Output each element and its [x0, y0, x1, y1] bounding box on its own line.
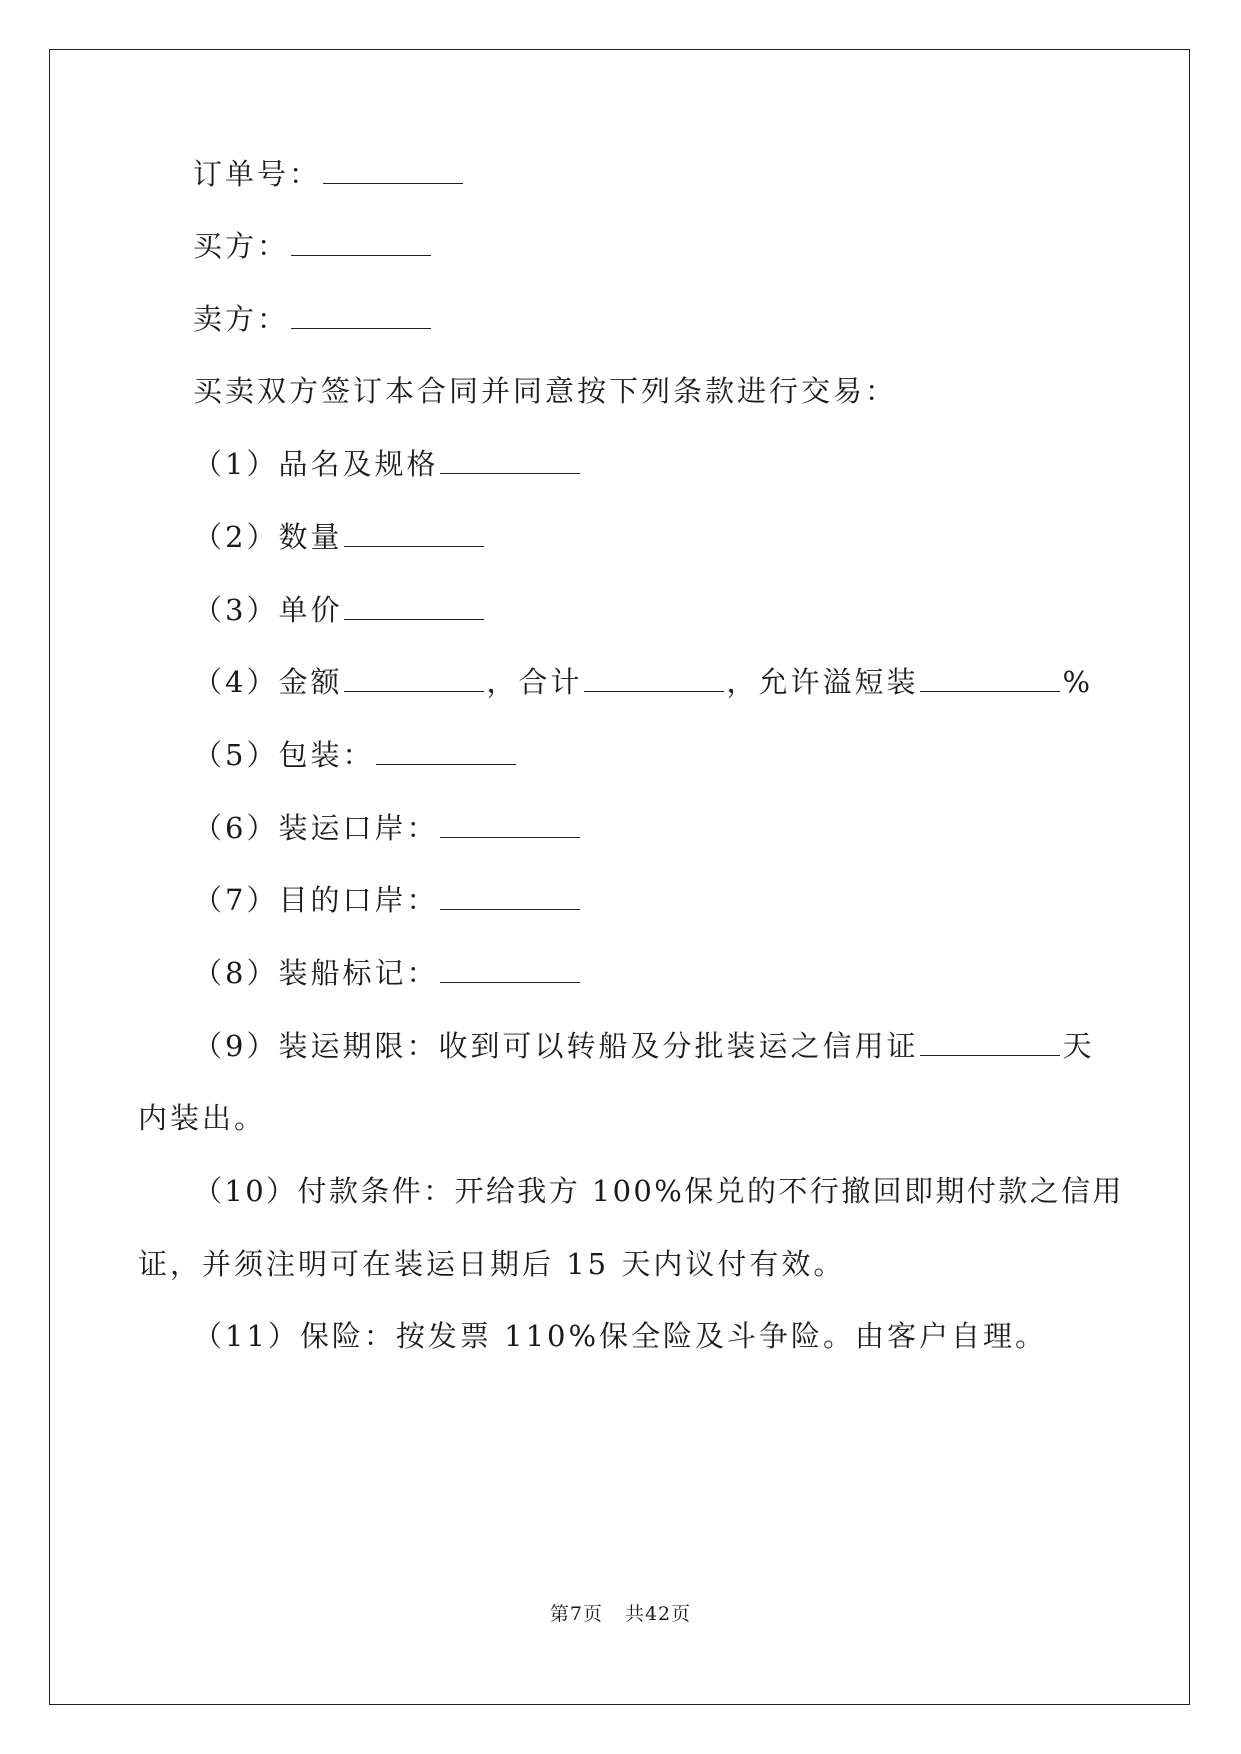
- buyer-label: 买方：: [193, 229, 290, 263]
- page-number: 第7页: [549, 1603, 603, 1625]
- clause-9-continued: [138, 1100, 266, 1136]
- clause-4-tolerance-label: ，允许溢短装: [726, 665, 919, 699]
- clause-8-blank[interactable]: [440, 960, 580, 983]
- clause-9: [193, 1028, 1094, 1064]
- clause-4-percent: %: [1062, 665, 1094, 699]
- clause-2: [193, 519, 486, 555]
- clause-1-label: （1）品名及规格: [193, 447, 439, 481]
- seller-blank[interactable]: [291, 306, 431, 329]
- clause-10-continued: [138, 1246, 845, 1282]
- clause-2-blank[interactable]: [344, 524, 484, 547]
- clause-11-text: （11）保险：按发票 110%保全险及斗争险。由客户自理。: [193, 1319, 1048, 1353]
- clause-4-tolerance-blank[interactable]: [920, 669, 1060, 692]
- buyer-line: [193, 228, 433, 264]
- clause-6-blank[interactable]: [440, 815, 580, 838]
- clause-1: [193, 446, 582, 482]
- clause-11: [193, 1318, 1047, 1354]
- seller-line: [193, 301, 433, 337]
- clause-3-label: （3）单价: [193, 593, 343, 627]
- clause-2-label: （2）数量: [193, 520, 343, 554]
- clause-9-ending: 内装出。: [138, 1101, 267, 1135]
- clause-5: [193, 737, 518, 773]
- seller-label: 卖方：: [193, 302, 290, 336]
- clause-6-label: （6）装运口岸：: [193, 811, 439, 845]
- order-number-label: 订单号：: [193, 157, 322, 191]
- clause-6: [193, 810, 582, 846]
- clause-7: [193, 882, 582, 918]
- order-number-line: [193, 156, 465, 192]
- clause-4-amount-blank[interactable]: [344, 669, 484, 692]
- clause-4: [193, 664, 1093, 700]
- clause-5-blank[interactable]: [376, 742, 516, 765]
- clause-10-ending: 证，并须注明可在装运日期后 15 天内议付有效。: [138, 1247, 846, 1281]
- clause-10: [193, 1173, 1124, 1209]
- clause-9-unit: 天: [1062, 1029, 1095, 1063]
- clause-7-label: （7）目的口岸：: [193, 883, 439, 917]
- clause-9-blank[interactable]: [920, 1033, 1060, 1056]
- clause-4-amount-label: （4）金额: [193, 665, 343, 699]
- clause-3-blank[interactable]: [344, 597, 484, 620]
- page-border: [49, 49, 1190, 1705]
- buyer-blank[interactable]: [291, 233, 431, 256]
- page-footer: [0, 1601, 1241, 1627]
- clause-1-blank[interactable]: [440, 451, 580, 474]
- clause-8-label: （8）装船标记：: [193, 956, 439, 990]
- clause-4-total-blank[interactable]: [584, 669, 724, 692]
- intro-text: 买卖双方签订本合同并同意按下列条款进行交易：: [193, 374, 898, 408]
- clause-3: [193, 592, 486, 628]
- clause-7-blank[interactable]: [440, 887, 580, 910]
- clause-5-label: （5）包装：: [193, 738, 375, 772]
- clause-10-text: （10）付款条件：开给我方 100%保兑的不行撤回即期付款之信用: [193, 1174, 1124, 1208]
- order-number-blank[interactable]: [323, 161, 463, 184]
- clause-4-total-label: ，合计: [486, 665, 583, 699]
- clause-8: [193, 955, 582, 991]
- intro-line: [193, 373, 897, 409]
- page-total: 共42页: [624, 1603, 692, 1625]
- clause-9-label: （9）装运期限：收到可以转船及分批装运之信用证: [193, 1029, 919, 1063]
